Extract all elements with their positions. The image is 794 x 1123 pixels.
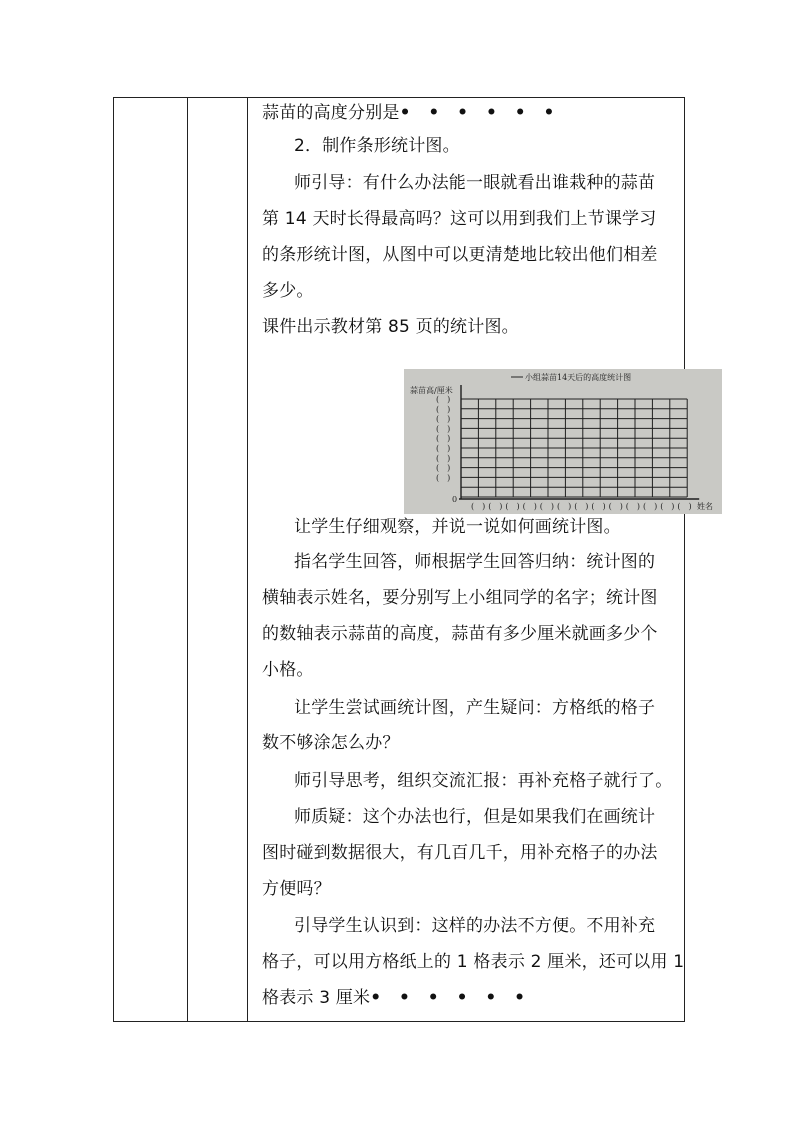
y-tick-blank: ( ): [436, 444, 451, 453]
text-line: 横轴表示姓名，要分别写上小组同学的名字；统计图: [262, 588, 658, 608]
x-tick-blank: ( ): [625, 502, 641, 511]
text-line: 第 14 天时长得最高吗？这可以用到我们上节课学习: [262, 209, 657, 229]
chart-grid: [459, 385, 699, 499]
text-line: 小格。: [262, 660, 314, 680]
text-line: 蒜苗的高度分别是• • • • • •: [262, 103, 561, 123]
y-tick-blank: ( ): [436, 424, 451, 434]
text-line: 方便吗？: [262, 879, 331, 899]
text-line: 师引导思考，组织交流汇报：再补充格子就行了。: [294, 771, 673, 791]
blank-bar-chart-photo: [404, 369, 722, 514]
x-tick-blank: ( ): [608, 502, 623, 511]
x-tick-blank: ( ): [522, 502, 537, 511]
column-divider-1: [187, 98, 188, 1021]
text-line: 让学生尝试画统计图，产生疑问：方格纸的格子: [294, 698, 656, 718]
x-tick-blank: ( ): [660, 502, 675, 511]
lesson-table: [113, 97, 713, 1022]
x-tick-blank: ( ): [471, 502, 486, 511]
ellipsis-dots: • • • • • •: [370, 988, 532, 1008]
text-line: 图时碰到数据很大，有几百几千，用补充格子的办法: [262, 843, 658, 863]
text-line: 多少。: [262, 281, 314, 301]
text-line: 格子，可以用方格纸上的 1 格表示 2 厘米，还可以用 1: [262, 952, 685, 972]
x-axis-label: 姓名: [697, 502, 713, 511]
blank-grid-chart: [404, 369, 722, 514]
y-tick-blank: ( ): [436, 473, 451, 483]
x-tick-blank: ( ): [539, 502, 555, 511]
x-tick-blank: ( ): [557, 502, 572, 511]
lesson-content-cell: [254, 98, 713, 1021]
y-tick-blank: ( ): [436, 453, 451, 463]
x-tick-blank: ( ): [574, 502, 589, 511]
text-line: 师质疑：这个办法也行，但是如果我们在画统计: [294, 807, 656, 827]
origin-label: 0: [452, 495, 458, 504]
x-tick-blank: ( ): [488, 502, 503, 511]
text-line: 的数轴表示蒜苗的高度，蒜苗有多少厘米就画多少个: [262, 624, 658, 644]
y-tick-blank: ( ): [436, 414, 451, 424]
text-line: 课件出示教材第 85 页的统计图。: [262, 317, 519, 337]
text-line: 格表示 3 厘米• • • • • •: [262, 988, 532, 1008]
text-line: 的条形统计图，从图中可以更清楚地比较出他们相差: [262, 245, 658, 265]
ellipsis-dots: • • • • • •: [399, 103, 561, 123]
text-line: 数不够涂怎么办？: [262, 733, 400, 753]
text-line: 指名学生回答，师根据学生回答归纳：统计图的: [294, 552, 656, 572]
text-line: 让学生仔细观察，并说一说如何画统计图。: [294, 517, 621, 537]
column-divider-2: [247, 98, 248, 1021]
y-tick-blank: ( ): [436, 404, 451, 414]
y-axis-blanks: [436, 395, 450, 482]
y-tick-blank: ( ): [436, 463, 451, 473]
x-tick-blank: ( ): [643, 502, 658, 511]
text-line: 引导学生认识到：这样的办法不方便。不用补充: [294, 916, 656, 936]
x-tick-blank: ( ): [591, 502, 606, 511]
chart-title: 小组蒜苗14天后的高度统计图: [525, 373, 632, 382]
x-tick-blank: ( ): [505, 502, 520, 511]
x-tick-blank: ( ): [677, 502, 692, 511]
y-axis-label: 蒜苗高/厘米: [410, 386, 453, 395]
text-line: 师引导：有什么办法能一眼就看出谁栽种的蒜苗: [294, 173, 656, 193]
y-tick-blank: ( ): [436, 395, 451, 404]
section-heading: 2．制作条形统计图。: [294, 136, 460, 156]
y-tick-blank: ( ): [436, 434, 451, 444]
x-axis-blanks: [471, 502, 692, 511]
